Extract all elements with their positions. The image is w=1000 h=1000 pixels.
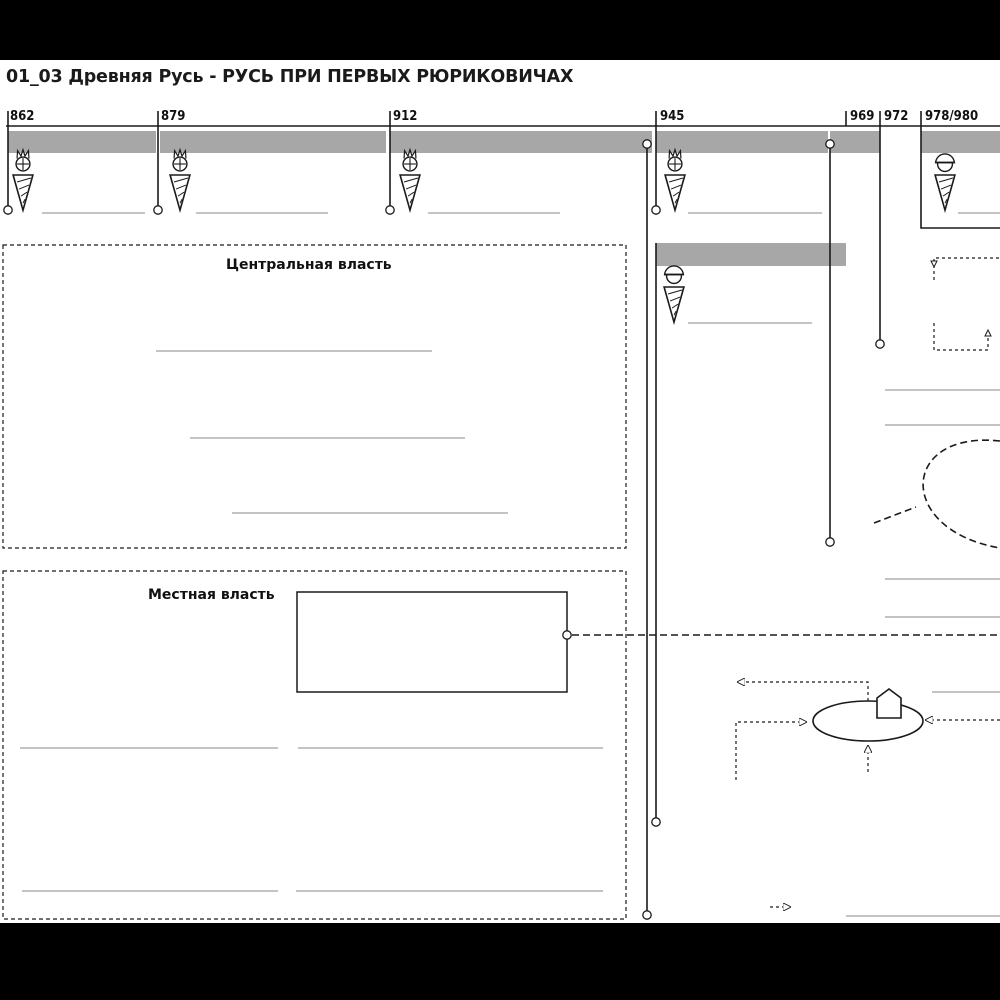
year-879: 879 bbox=[161, 109, 186, 124]
history-diagram bbox=[0, 60, 1000, 923]
timeline-node bbox=[154, 206, 162, 214]
timeline-node bbox=[643, 140, 651, 148]
timeline-node bbox=[876, 340, 884, 348]
timeline-node bbox=[652, 206, 660, 214]
heading-local-power: Местная власть bbox=[148, 587, 275, 603]
arrow-head bbox=[931, 261, 937, 267]
reign-bar bbox=[656, 243, 846, 266]
reign-bar bbox=[160, 131, 386, 153]
dashed-arrow bbox=[736, 722, 806, 780]
reign-bar bbox=[390, 131, 652, 153]
year-972: 972 bbox=[884, 109, 909, 124]
dashed-schema bbox=[934, 323, 988, 350]
worksheet-page bbox=[0, 60, 1000, 923]
reign-bar bbox=[830, 131, 880, 153]
heading-central-power: Центральная власть bbox=[226, 257, 392, 273]
prince-figure bbox=[665, 150, 685, 211]
local-power-box bbox=[3, 571, 626, 919]
year-912: 912 bbox=[393, 109, 418, 124]
dashed-ellipse bbox=[923, 440, 1000, 548]
group-15-box bbox=[297, 592, 567, 692]
dashed-connector bbox=[874, 507, 916, 523]
timeline-node bbox=[652, 818, 660, 826]
house-icon bbox=[877, 689, 901, 718]
timeline-node bbox=[386, 206, 394, 214]
timeline-node bbox=[826, 140, 834, 148]
hatted-figure bbox=[935, 154, 955, 210]
year-969: 969 bbox=[850, 109, 875, 124]
central-power-box bbox=[3, 245, 626, 548]
page-title: 01_03 Древняя Русь - РУСЬ ПРИ ПЕРВЫХ РЮРИКОВИЧАХ bbox=[6, 67, 574, 87]
hatted-figure bbox=[664, 266, 684, 322]
year-945: 945 bbox=[660, 109, 685, 124]
dashed-schema bbox=[934, 258, 1000, 280]
reign-bar bbox=[656, 131, 828, 153]
hat bbox=[936, 154, 955, 163]
year-978-980: 978/980 bbox=[925, 109, 979, 124]
timeline-node bbox=[643, 911, 651, 919]
hat bbox=[665, 266, 684, 275]
arrow-head bbox=[985, 330, 991, 336]
dashed-arrow bbox=[738, 682, 868, 701]
timeline-node bbox=[4, 206, 12, 214]
timeline-node bbox=[563, 631, 571, 639]
year-862: 862 bbox=[10, 109, 35, 124]
reign-bar bbox=[921, 131, 1000, 153]
prince-figure bbox=[13, 150, 33, 211]
timeline-node bbox=[826, 538, 834, 546]
prince-figure bbox=[170, 150, 190, 211]
tribute-oval bbox=[813, 701, 923, 741]
prince-figure bbox=[400, 150, 420, 211]
reign-bar bbox=[8, 131, 156, 153]
